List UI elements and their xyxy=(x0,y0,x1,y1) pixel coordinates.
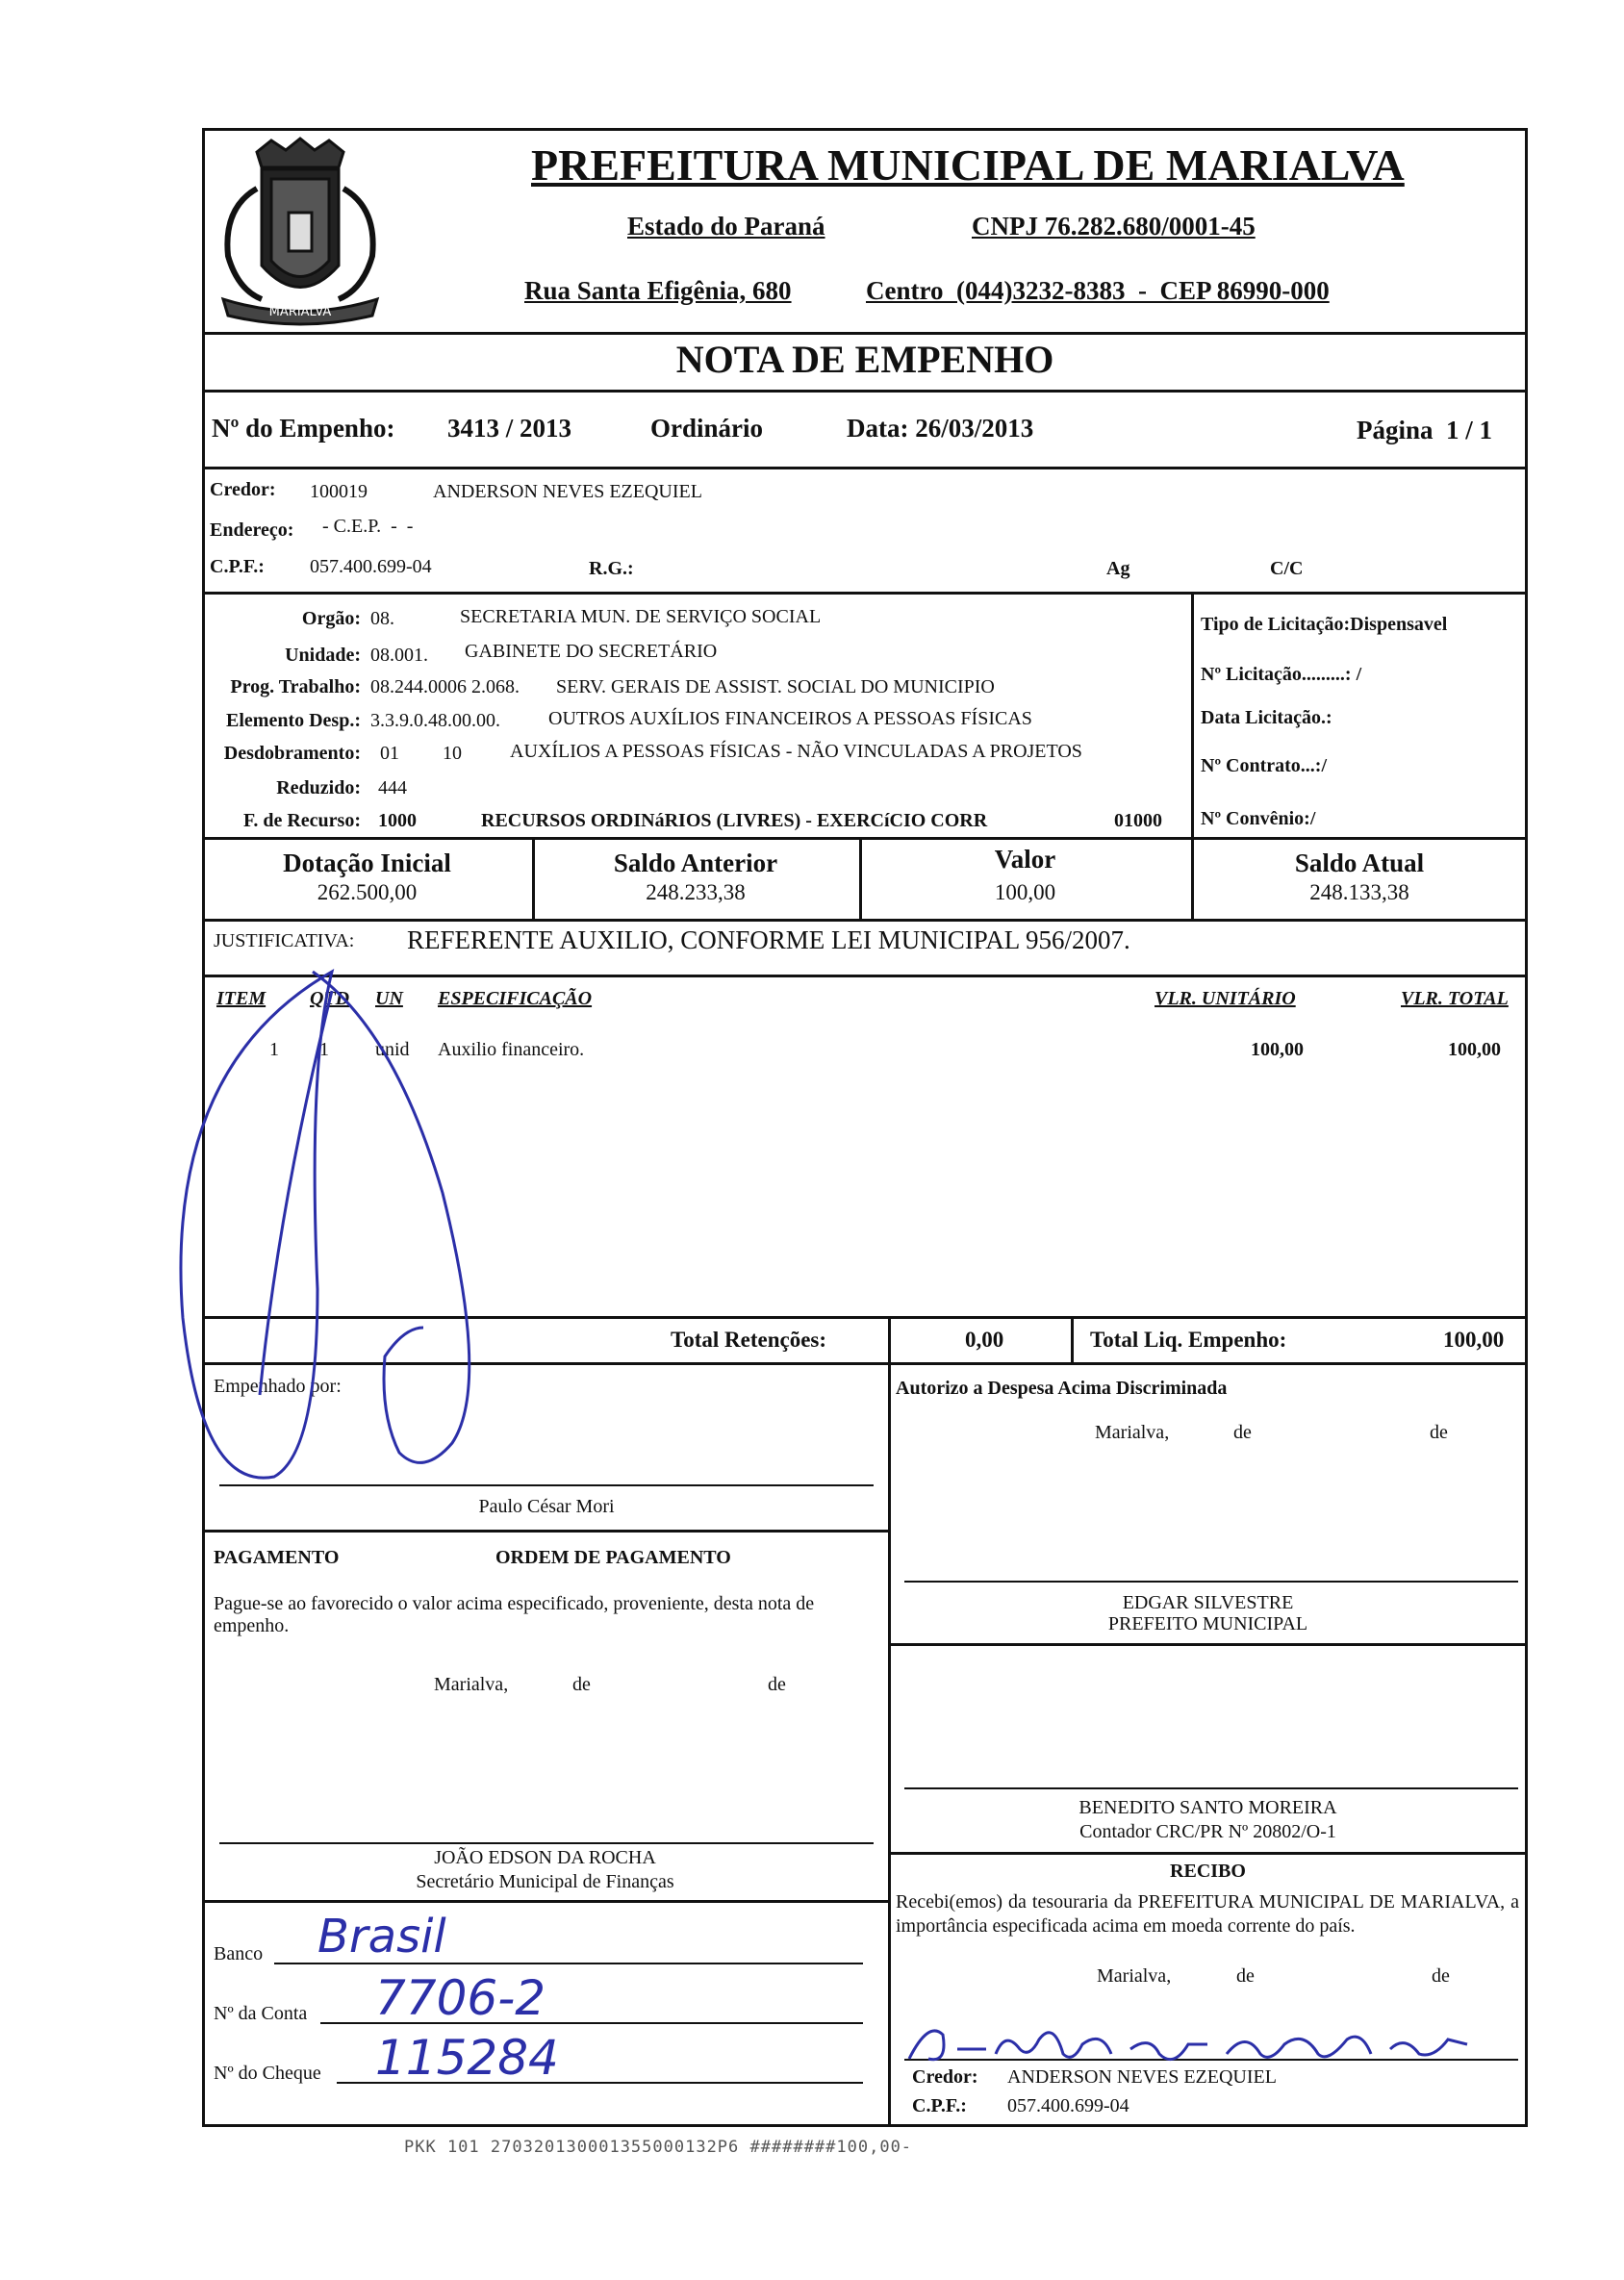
address-label: Rua Santa Efigênia, 680 xyxy=(524,276,792,305)
recibo-cpf-label: C.P.F.: xyxy=(912,2095,967,2116)
empenho-number: 3413 / 2013 xyxy=(447,414,572,443)
total-retencoes-value: 0,00 xyxy=(965,1328,1004,1352)
page-number: Página 1 / 1 xyxy=(1357,416,1493,444)
elemento-label: Elemento Desp.: xyxy=(226,710,361,731)
saldo-atual-value: 248.133,38 xyxy=(1309,880,1409,904)
valor-unitario-header: VLR. UNITÁRIO xyxy=(1155,988,1296,1009)
credor-label: Credor: xyxy=(210,479,276,500)
banco-label: Banco xyxy=(214,1943,264,1964)
un-header: UN xyxy=(375,988,403,1009)
autorizo-de1: de xyxy=(1233,1422,1252,1443)
orgao-desc: SECRETARIA MUN. DE SERVIÇO SOCIAL xyxy=(460,606,822,627)
recibo-cpf: 057.400.699-04 xyxy=(1007,2095,1129,2116)
contador-role: Contador CRC/PR Nº 20802/O-1 xyxy=(1079,1821,1336,1842)
rg-label: R.G.: xyxy=(589,558,634,579)
recurso-desc: RECURSOS ORDINáRIOS (LIVRES) - EXERCíCIO CORR xyxy=(481,810,988,831)
unidade-desc: GABINETE DO SECRETÁRIO xyxy=(465,641,718,662)
saldo-anterior-value: 248.233,38 xyxy=(646,880,746,904)
account-label: C/C xyxy=(1270,558,1304,579)
dotacao-inicial-label: Dotação Inicial xyxy=(283,849,451,877)
crest-text: MARIALVA xyxy=(268,305,332,319)
valor-value: 100,00 xyxy=(994,880,1056,904)
recibo-de2: de xyxy=(1432,1965,1450,1987)
credor-name: ANDERSON NEVES EZEQUIEL xyxy=(433,481,702,502)
recibo-city: Marialva, xyxy=(1097,1965,1172,1987)
numero-licitacao: Nº Licitação.........: / xyxy=(1201,664,1362,685)
prog-label: Prog. Trabalho: xyxy=(230,676,361,697)
recibo-credor-name: ANDERSON NEVES EZEQUIEL xyxy=(1007,2066,1277,2088)
total-retencoes-label: Total Retenções: xyxy=(671,1328,827,1352)
item-number: 1 xyxy=(269,1039,279,1060)
total-liquido-label: Total Liq. Empenho: xyxy=(1090,1328,1287,1352)
empenhado-signature xyxy=(164,952,596,1530)
credor-signature xyxy=(900,2011,1525,2078)
recibo-title: RECIBO xyxy=(1170,1861,1246,1882)
autorizo-de2: de xyxy=(1430,1422,1448,1443)
empenhado-por-label: Empenhado por: xyxy=(214,1376,342,1397)
valor-label: Valor xyxy=(994,845,1056,874)
recurso-code: 1000 xyxy=(378,810,417,831)
cheque-label: Nº do Cheque xyxy=(214,2063,321,2084)
pagamento-label: PAGAMENTO xyxy=(214,1547,340,1568)
autorizo-city: Marialva, xyxy=(1095,1422,1170,1443)
saldo-anterior-label: Saldo Anterior xyxy=(613,849,778,877)
city-hall-title: PREFEITURA MUNICIPAL DE MARIALVA xyxy=(531,140,1405,190)
desdobramento-code2: 10 xyxy=(443,743,462,764)
justificativa-text: REFERENTE AUXILIO, CONFORME LEI MUNICIPAL 956/2007. xyxy=(407,925,1130,954)
pagamento-de1: de xyxy=(572,1674,591,1695)
conta-label: Nº da Conta xyxy=(214,2003,308,2024)
total-liquido-value: 100,00 xyxy=(1443,1328,1505,1352)
contador-name: BENEDITO SANTO MOREIRA xyxy=(1078,1797,1337,1818)
ordem-pagamento-label: ORDEM DE PAGAMENTO xyxy=(495,1547,731,1568)
cpf-value: 057.400.699-04 xyxy=(310,556,432,577)
reduzido-value: 444 xyxy=(378,777,407,798)
numero-contrato: Nº Contrato...:/ xyxy=(1201,755,1328,776)
address-contact: Centro (044)3232-8383 - CEP 86990-000 xyxy=(866,276,1330,305)
item-total-value: 100,00 xyxy=(1448,1039,1501,1060)
cheque-handwritten: 115284 xyxy=(375,2030,559,2086)
orgao-label: Orgão: xyxy=(301,608,361,629)
autorizo-label: Autorizo a Despesa Acima Discriminada xyxy=(896,1378,1228,1399)
reduzido-label: Reduzido: xyxy=(276,777,361,798)
empenhado-por-name: Paulo César Mori xyxy=(478,1496,615,1517)
justificativa-label: JUSTIFICATIVA: xyxy=(214,930,355,951)
secretario-role: Secretário Municipal de Finanças xyxy=(416,1871,674,1892)
endereco-value: - C.E.P. - - xyxy=(322,516,414,537)
cnpj-label: CNPJ 76.282.680/0001-45 xyxy=(972,212,1256,241)
prefeito-name: EDGAR SILVESTRE xyxy=(1122,1592,1294,1613)
document-title: NOTA DE EMPENHO xyxy=(675,338,1054,381)
orgao-code: 08. xyxy=(370,608,394,629)
recibo-text: Recebi(emos) da tesouraria da PREFEITURA MUNICIPAL DE MARIALVA, a importância especificada acima em moeda corrente do país. xyxy=(896,1891,1519,1937)
recibo-de1: de xyxy=(1236,1965,1255,1987)
municipal-crest-logo xyxy=(204,131,396,328)
cpf-label: C.P.F.: xyxy=(210,556,265,577)
pagamento-de2: de xyxy=(768,1674,786,1695)
footer-machine-code: PKK 101 270320130001355000132P6 ########100,00- xyxy=(404,2138,913,2157)
item-unit-value: 100,00 xyxy=(1251,1039,1304,1060)
data-licitacao: Data Licitação.: xyxy=(1201,707,1332,728)
item-qtd: 1 xyxy=(319,1039,329,1060)
item-description: Auxilio financeiro. xyxy=(438,1039,585,1060)
state-label: Estado do Paraná xyxy=(627,212,825,241)
conta-handwritten: 7706-2 xyxy=(375,1970,546,2026)
tipo-licitacao: Tipo de Licitação:Dispensavel xyxy=(1201,614,1448,635)
saldo-atual-label: Saldo Atual xyxy=(1294,849,1425,877)
elemento-code: 3.3.9.0.48.00.00. xyxy=(370,710,500,731)
banco-handwritten: Brasil xyxy=(317,1910,446,1963)
numero-convenio: Nº Convênio:/ xyxy=(1201,808,1316,829)
endereco-label: Endereço: xyxy=(210,519,294,541)
elemento-desc: OUTROS AUXÍLIOS FINANCEIROS A PESSOAS FÍSICAS xyxy=(548,708,1032,729)
valor-total-header: VLR. TOTAL xyxy=(1401,988,1509,1009)
desdobramento-desc: AUXÍLIOS A PESSOAS FÍSICAS - NÃO VINCULADAS A PROJETOS xyxy=(510,741,1082,762)
desdobramento-label: Desdobramento: xyxy=(223,743,361,764)
item-header: ITEM xyxy=(216,988,266,1009)
unidade-code: 08.001. xyxy=(370,645,428,666)
credor-code: 100019 xyxy=(310,481,368,502)
recurso-label: F. de Recurso: xyxy=(242,810,361,831)
dotacao-inicial-value: 262.500,00 xyxy=(317,880,418,904)
empenho-date: Data: 26/03/2013 xyxy=(847,414,1034,443)
desdobramento-code1: 01 xyxy=(380,743,399,764)
unidade-label: Unidade: xyxy=(285,645,361,666)
prefeito-role: PREFEITO MUNICIPAL xyxy=(1107,1613,1308,1634)
prog-desc: SERV. GERAIS DE ASSIST. SOCIAL DO MUNICIPIO xyxy=(556,676,995,697)
agency-label: Ag xyxy=(1106,558,1130,579)
item-unit: unid xyxy=(375,1039,410,1060)
especificacao-header: ESPECIFICAÇÃO xyxy=(438,988,593,1009)
qtd-header: QTD xyxy=(310,988,350,1009)
empenho-type: Ordinário xyxy=(650,414,764,443)
prog-code: 08.244.0006 2.068. xyxy=(370,676,520,697)
recibo-credor-label: Credor: xyxy=(912,2066,978,2088)
secretario-name: JOÃO EDSON DA ROCHA xyxy=(434,1847,656,1868)
empenho-number-label: Nº do Empenho: xyxy=(212,414,395,443)
pagamento-city: Marialva, xyxy=(434,1674,509,1695)
recurso-code2: 01000 xyxy=(1114,810,1162,831)
pagamento-text: Pague-se ao favorecido o valor acima especificado, proveniente, desta nota de empenho. xyxy=(214,1593,815,1636)
